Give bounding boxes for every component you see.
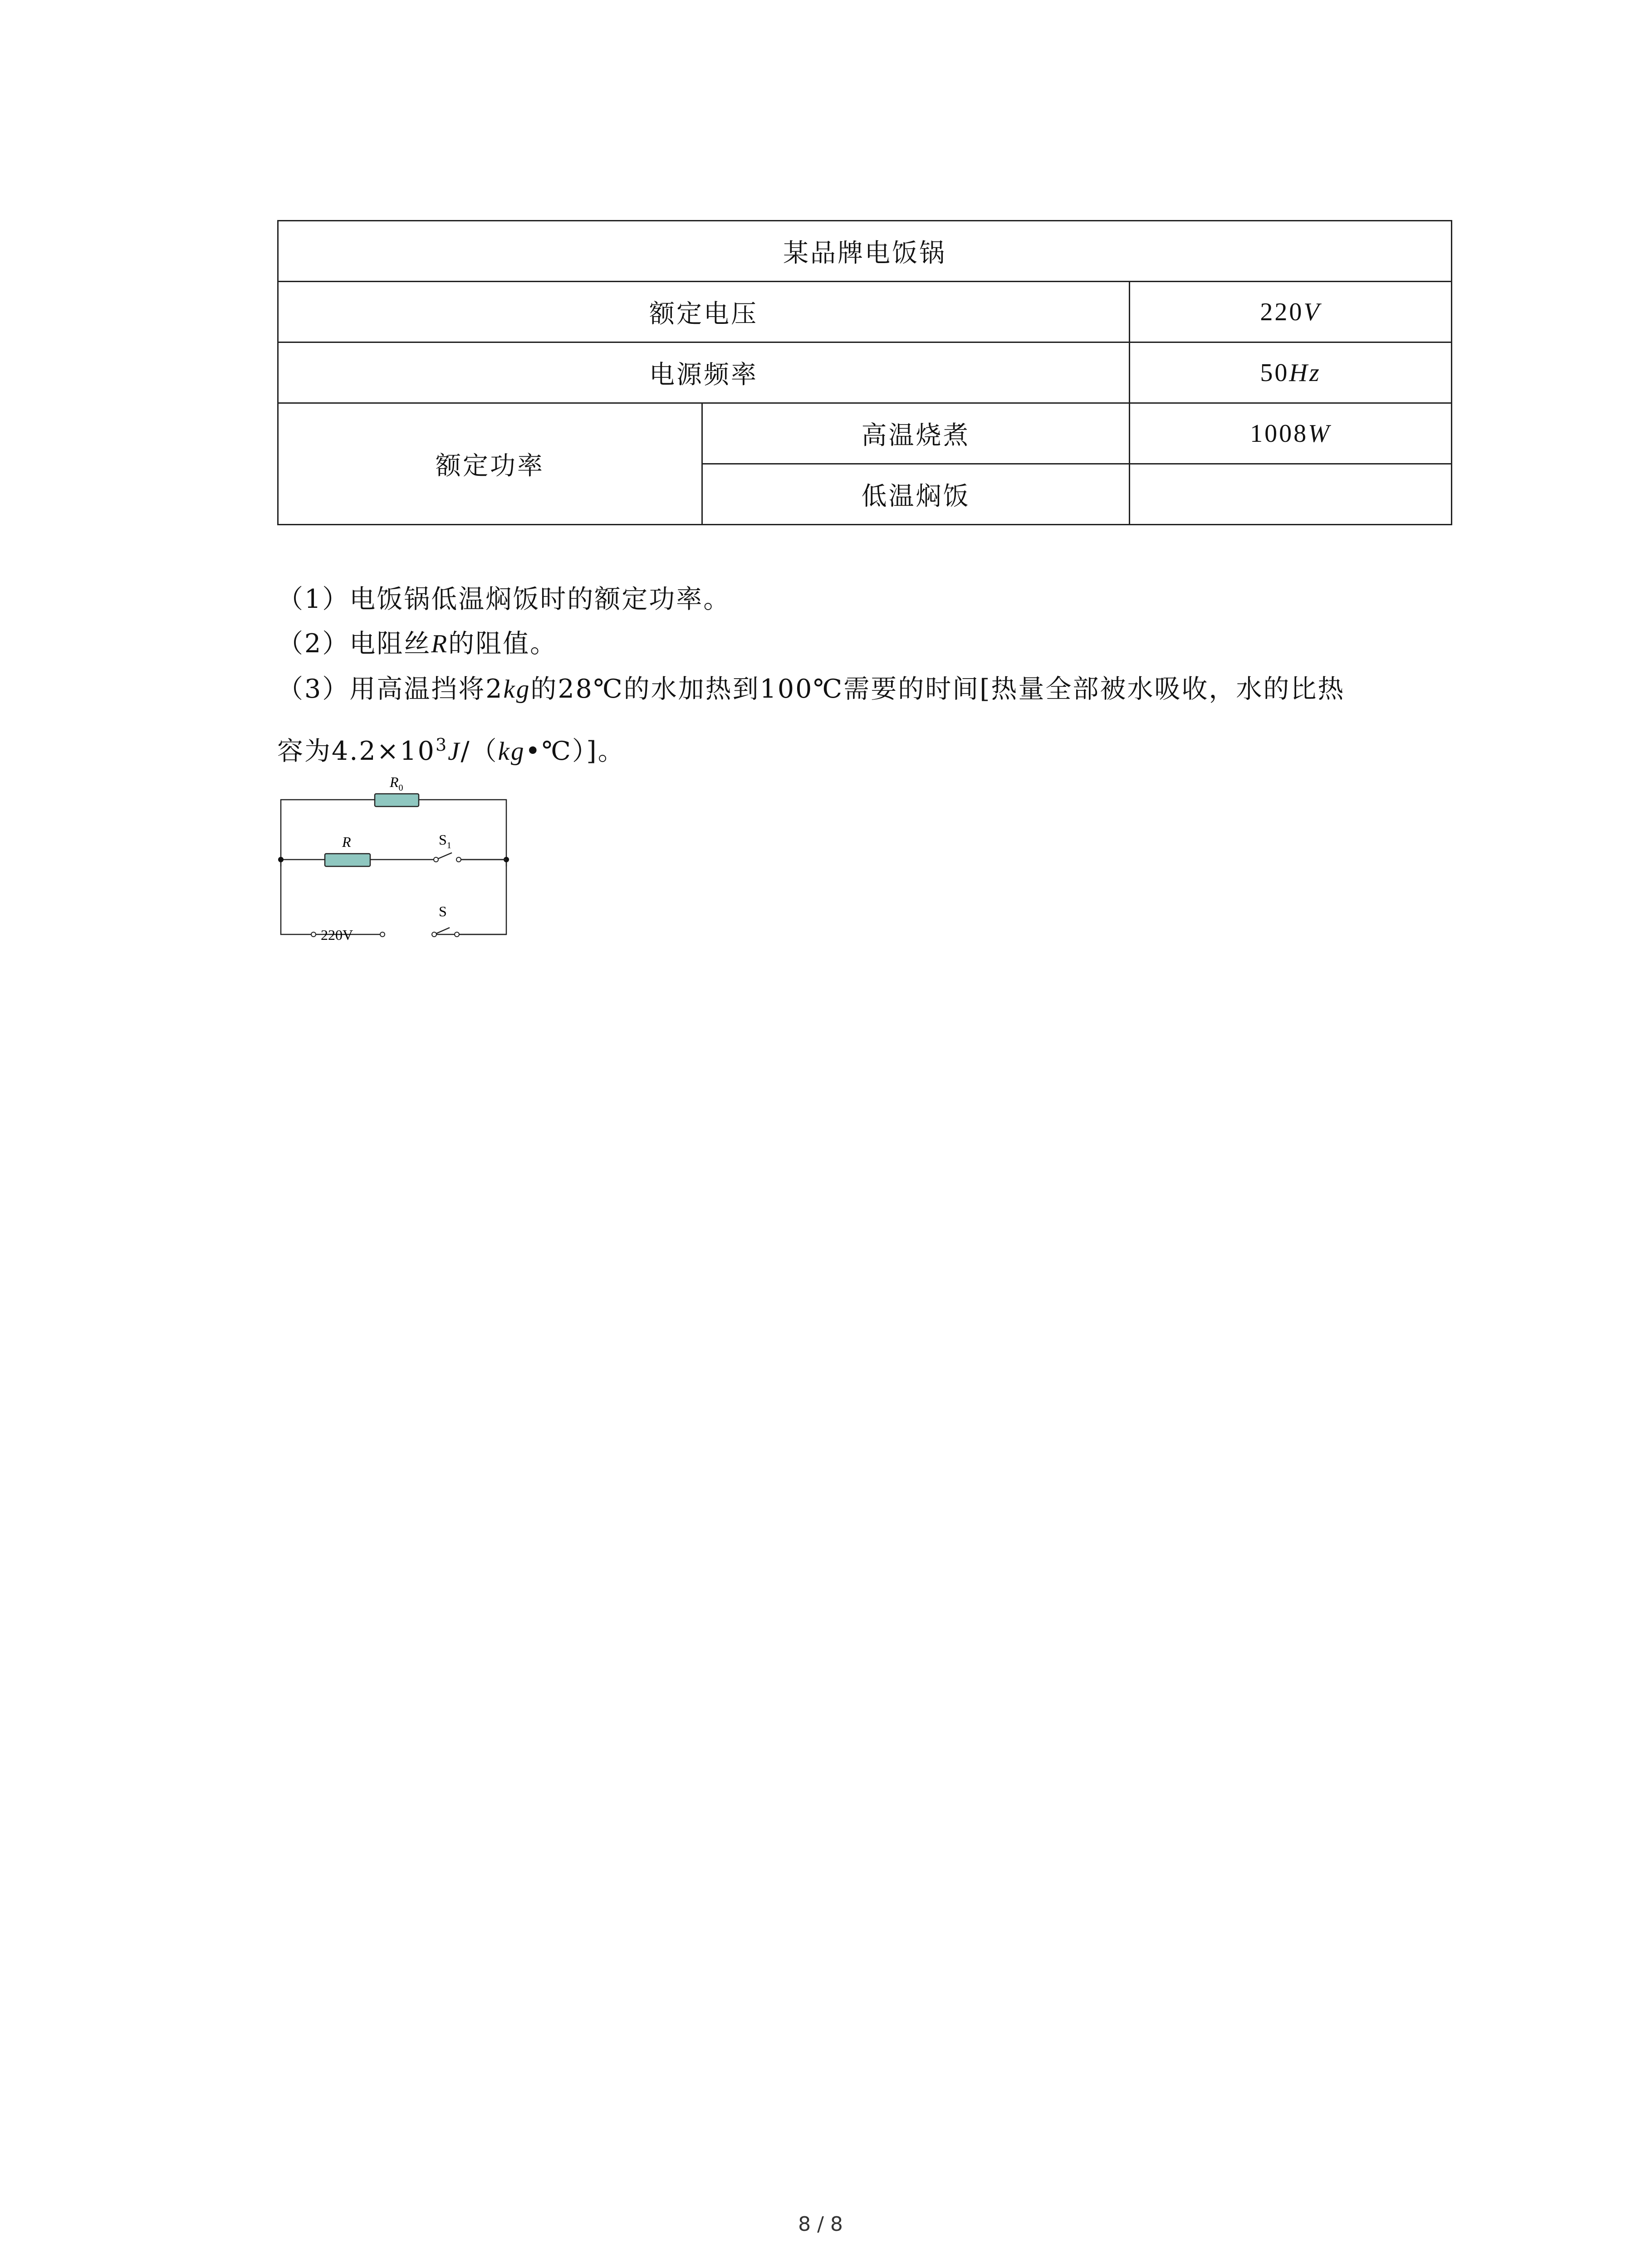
switch-s1-pivot	[434, 857, 438, 862]
frequency-value	[1130, 342, 1452, 403]
wire-bottom-left	[281, 860, 311, 934]
high-temp-label: 高温烧煮	[702, 403, 1130, 464]
voltage-unit: V	[1303, 298, 1321, 326]
high-temp-number: 1008	[1250, 419, 1308, 448]
question-3	[277, 668, 1345, 705]
question-3-line-2-a: 容为4.2×10	[277, 736, 436, 766]
frequency-unit: Hz	[1289, 358, 1321, 387]
question-2	[277, 623, 557, 660]
voltage-value	[1130, 282, 1452, 342]
circuit-diagram	[277, 767, 513, 948]
high-temp-value	[1130, 403, 1452, 464]
voltage-number: 220	[1260, 298, 1304, 326]
question-3-exponent: 3	[435, 735, 448, 755]
resistor-r0	[375, 794, 419, 807]
question-3-line-2-c: •℃）]。	[525, 736, 625, 766]
question-2-text-a: （2）电阻丝	[277, 629, 431, 659]
label-r0: $R_0$	[390, 774, 403, 793]
junction-left	[278, 857, 284, 862]
source-terminal-left	[311, 932, 316, 937]
power-label: 额定功率	[278, 403, 702, 525]
source-terminal-right	[380, 932, 385, 937]
spec-table	[277, 220, 1452, 525]
switch-s1-contact	[456, 857, 461, 862]
label-s1: $S_1$	[439, 831, 451, 850]
question-3-text-b: 的28℃的水加热到100℃需要的时间[热量全部被水吸收，水的比热	[530, 674, 1345, 704]
table-title: 某品牌电饭锅	[278, 221, 1452, 282]
high-temp-unit: W	[1308, 419, 1331, 448]
voltage-label: 额定电压	[278, 282, 1130, 342]
wire-bottom-right	[434, 860, 506, 934]
low-temp-value	[1130, 464, 1452, 525]
question-2-text-b: 的阻值。	[448, 629, 558, 659]
question-3-unit-j: J	[448, 737, 461, 766]
question-1: （1）电饭锅低温焖饭时的额定功率。	[277, 584, 731, 614]
switch-s-pivot	[432, 932, 436, 937]
switch-s-contact	[455, 932, 459, 937]
label-s: S	[439, 903, 447, 919]
question-3-unit-kg: kg	[503, 675, 531, 704]
table-row	[278, 403, 1452, 464]
frequency-label: 电源频率	[278, 342, 1130, 403]
label-r: R	[342, 834, 351, 850]
low-temp-label: 低温焖饭	[702, 464, 1130, 525]
table-row	[278, 342, 1452, 403]
table-row	[278, 282, 1452, 342]
frequency-number: 50	[1260, 358, 1289, 387]
resistor-r	[325, 854, 370, 866]
question-2-variable: R	[431, 630, 449, 658]
wire-top-right	[419, 800, 506, 866]
question-3-unit-kg-2: kg	[498, 737, 525, 766]
question-3-text-a: （3）用高温挡将2	[277, 674, 504, 704]
table-row	[278, 221, 1452, 282]
page-number: 8 / 8	[798, 2213, 843, 2236]
label-source-voltage: 220V	[321, 927, 353, 943]
question-3-line-2	[277, 730, 625, 767]
question-3-line-2-b: /（	[460, 736, 498, 766]
